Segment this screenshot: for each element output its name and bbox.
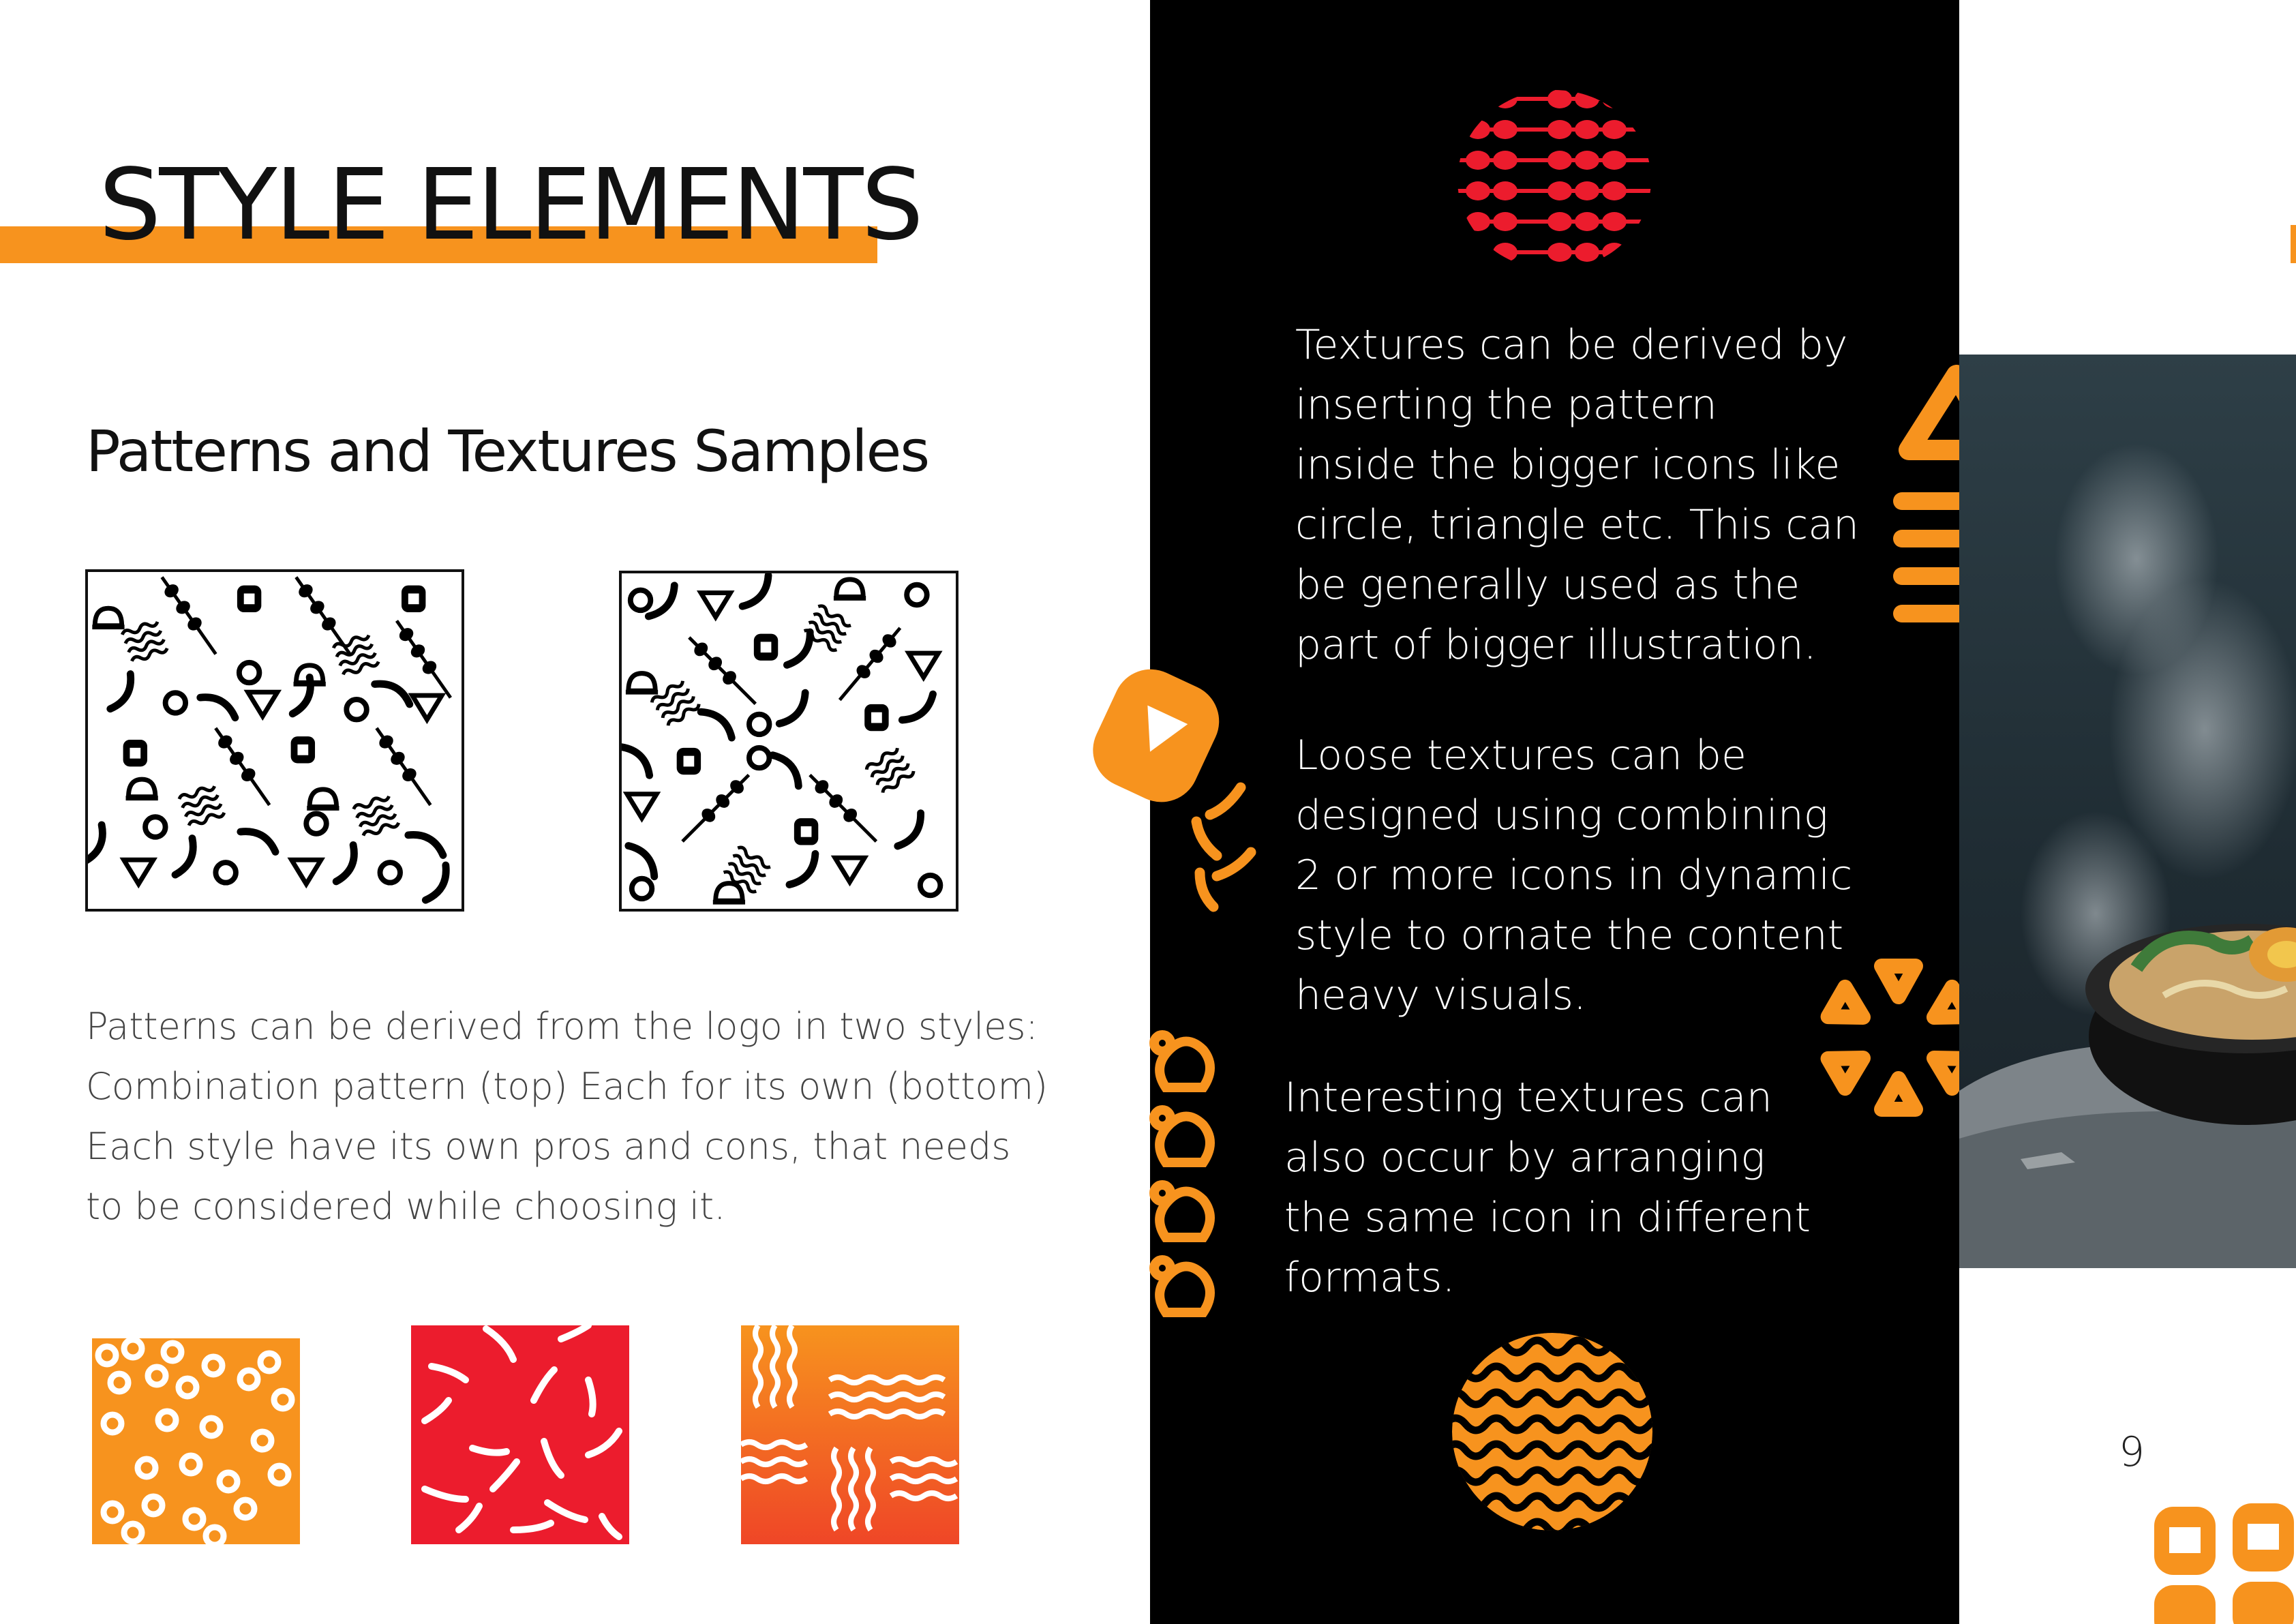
paragraph-line: style to ornate the content — [1295, 912, 1844, 959]
red-skewer-circle-icon — [1457, 90, 1651, 270]
page-number: 9 — [2119, 1428, 2145, 1476]
edge-accent-mark — [2291, 225, 2296, 263]
each-pattern-graphic — [622, 573, 956, 909]
paragraph-line: Textures can be derived by — [1295, 321, 1848, 369]
page-title: STYLE ELEMENTS — [99, 147, 922, 262]
orange-triangle-wheel-icon — [1813, 954, 1984, 1122]
paragraph-line: be generally used as the — [1295, 561, 1800, 609]
orange-circles-swatch — [92, 1338, 300, 1544]
loose-textures-paragraph — [1295, 725, 1852, 1025]
paragraph-line: the same icon in different — [1284, 1194, 1811, 1242]
paragraph-line: Interesting textures can — [1284, 1074, 1772, 1122]
combination-pattern-graphic — [88, 572, 462, 909]
combination-pattern-sample — [85, 569, 464, 912]
paragraph-line: circle, triangle etc. This can — [1295, 501, 1860, 549]
description-line: Patterns can be derived from the logo in two styles: — [86, 1005, 1038, 1048]
paragraph-line: also occur by arranging — [1284, 1134, 1766, 1182]
red-strokes-swatch — [411, 1325, 629, 1544]
orange-dumpling-column-icon — [1145, 1026, 1220, 1333]
paragraph-line: formats. — [1284, 1254, 1455, 1302]
orange-cups-corner-icon — [2147, 1500, 2296, 1624]
paragraph-line: heavy visuals. — [1295, 972, 1587, 1019]
gradient-waves-swatch — [741, 1325, 959, 1544]
orange-wave-circle-icon — [1452, 1333, 1653, 1531]
ramen-photo — [1959, 355, 2296, 1268]
paragraph-line: 2 or more icons in dynamic — [1295, 852, 1853, 899]
each-pattern-sample — [619, 571, 958, 912]
paragraph-line: inserting the pattern — [1295, 381, 1717, 429]
textures-paragraph — [1295, 315, 1859, 675]
section-subtitle: Patterns and Textures Samples — [86, 418, 929, 485]
orange-cup-beans-icon — [1084, 661, 1268, 927]
paragraph-line: part of bigger illustration. — [1295, 621, 1817, 669]
description-line: Combination pattern (top) Each for its own (bottom) — [86, 1065, 1048, 1108]
description-line: to be considered while choosing it. — [86, 1185, 726, 1228]
paragraph-line: designed using combining — [1295, 792, 1828, 839]
pattern-description — [86, 997, 1095, 1237]
description-line: Each style have its own pros and cons, that needs — [86, 1125, 1011, 1168]
paragraph-line: Loose textures can be — [1295, 732, 1747, 779]
arranging-textures-paragraph — [1284, 1068, 1811, 1308]
paragraph-line: inside the bigger icons like — [1295, 441, 1841, 489]
